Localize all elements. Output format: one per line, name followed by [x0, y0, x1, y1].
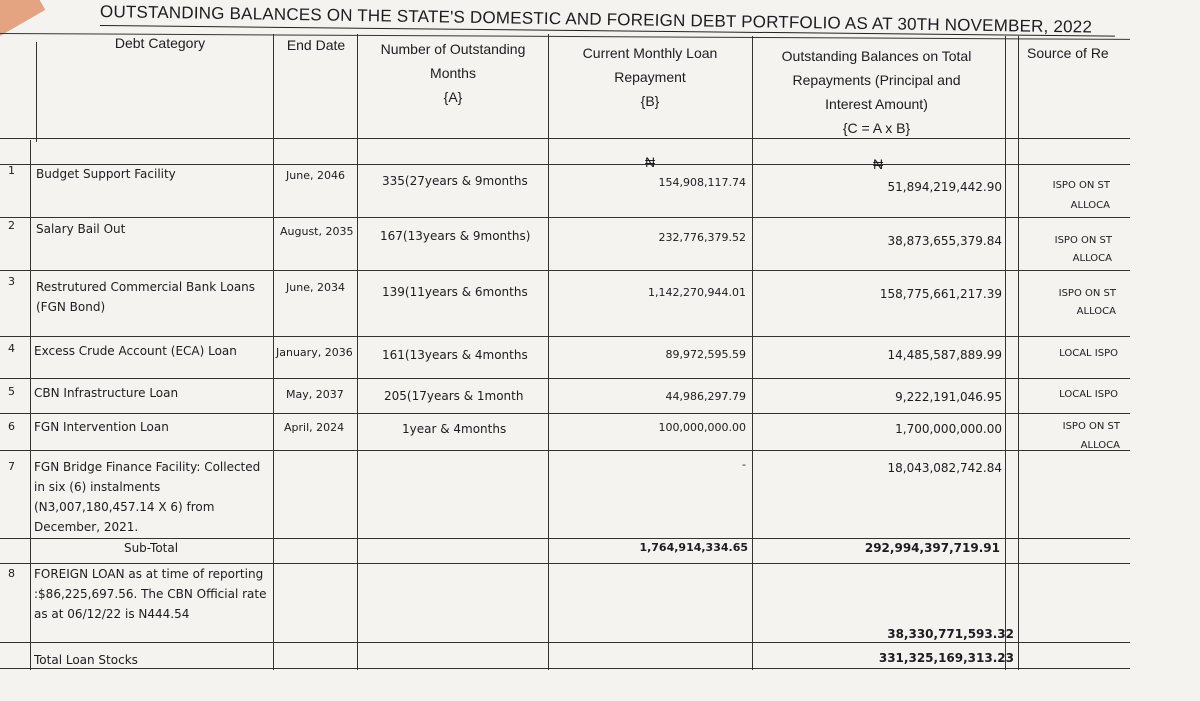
paper-corner-mark [0, 0, 45, 45]
header-months: Number of Outstanding Months {A} [380, 41, 526, 105]
grid-col-line [30, 140, 31, 670]
header-debt-category: Debt Category [114, 35, 206, 51]
grid-col-line [752, 36, 753, 670]
grid-line [0, 217, 1130, 218]
grid-line [0, 138, 1130, 139]
currency-naira-repayment: ₦ [644, 154, 656, 170]
currency-naira-balance: ₦ [872, 156, 884, 172]
grid-line [0, 378, 1130, 379]
grid-line [0, 642, 1130, 643]
grid-line [0, 270, 1130, 271]
grid-col-line [548, 34, 549, 670]
debt-portfolio-document: OUTSTANDING BALANCES ON THE STATE'S DOMESTIC AND FOREIGN DEBT PORTFOLIO AS AT 30TH NOVEMBER, 2022 Debt Category End Date Number of Outstanding Months {A} Current Monthly Loan Repayment {B} Outstanding Balances on Total Repayments (Principal and Interest Amount) {C = A x B} Source of Re ₦ ₦ 1 Budget Support Facility June, 2046 335(27years & 9months 154,908,117.74 51,894,219,442.90 ISPO ON ST ALLOCA 2 Salary Bail Out August, 2035 167(13years & 9months) 232,776,379.52 38,873,655,379.84 ISPO ON ST ALLOCA 3 Restrutured Commercial Bank Loans (FGN Bond) June, 2034 139(11years & 6months 1,142,270,944.01 158,775,661,217.39 ISPO ON ST ALLOCA 4 Excess Crude Account (ECA) Loan January, 2036 161(13years & 4months 89,972,595.59 14,485,587,889.99 LOCAL ISPO 5 CBN Infrastructure Loan May, 2037 205(17years & 1month 44,986,297.79 9,222,191,046.95 LOCAL ISPO 6 FGN Intervention Loan April, 2024 1year & 4months 100,000,000.00 1,700,000,000.00 ISPO ON ST ALLOCA 7 FGN Bridge Finance Facility: Collected in six (6) instalments (N3,007,180,457.14 X 6) from December, 2021. - 18,043,082,742.84 Sub-Total 1,764,914,334.65 292,994,397,719.91 8 FOREIGN LOAN as at time of reporting :$86,225,697.56. The CBN Official rate as at 06/12/22 is N444.54 38,330,771,593.32 Total Loan Stocks 331,325,169,313.23 [0, 0, 1200, 701]
header-source: Source of Re [1027, 45, 1109, 61]
header-outstanding-balances: Outstanding Balances on Total Repayments (Principal and Interest Amount) {C = A x B} [781, 48, 972, 136]
header-end-date: End Date [286, 37, 346, 53]
grid-line [0, 336, 1130, 337]
grid-line [0, 450, 1130, 451]
grid-col-line [1005, 36, 1006, 670]
grid-col-line [36, 42, 37, 142]
grid-line [0, 413, 1130, 414]
header-monthly-repayment: Current Monthly Loan Repayment {B} [582, 45, 718, 109]
grid-line [0, 538, 1130, 539]
grid-line [0, 668, 1130, 669]
grid-col-line [1018, 36, 1019, 670]
page-title: OUTSTANDING BALANCES ON THE STATE'S DOMESTIC AND FOREIGN DEBT PORTFOLIO AS AT 30TH NOVEMBER, 2022 [99, 2, 1093, 37]
grid-col-line [357, 34, 358, 670]
